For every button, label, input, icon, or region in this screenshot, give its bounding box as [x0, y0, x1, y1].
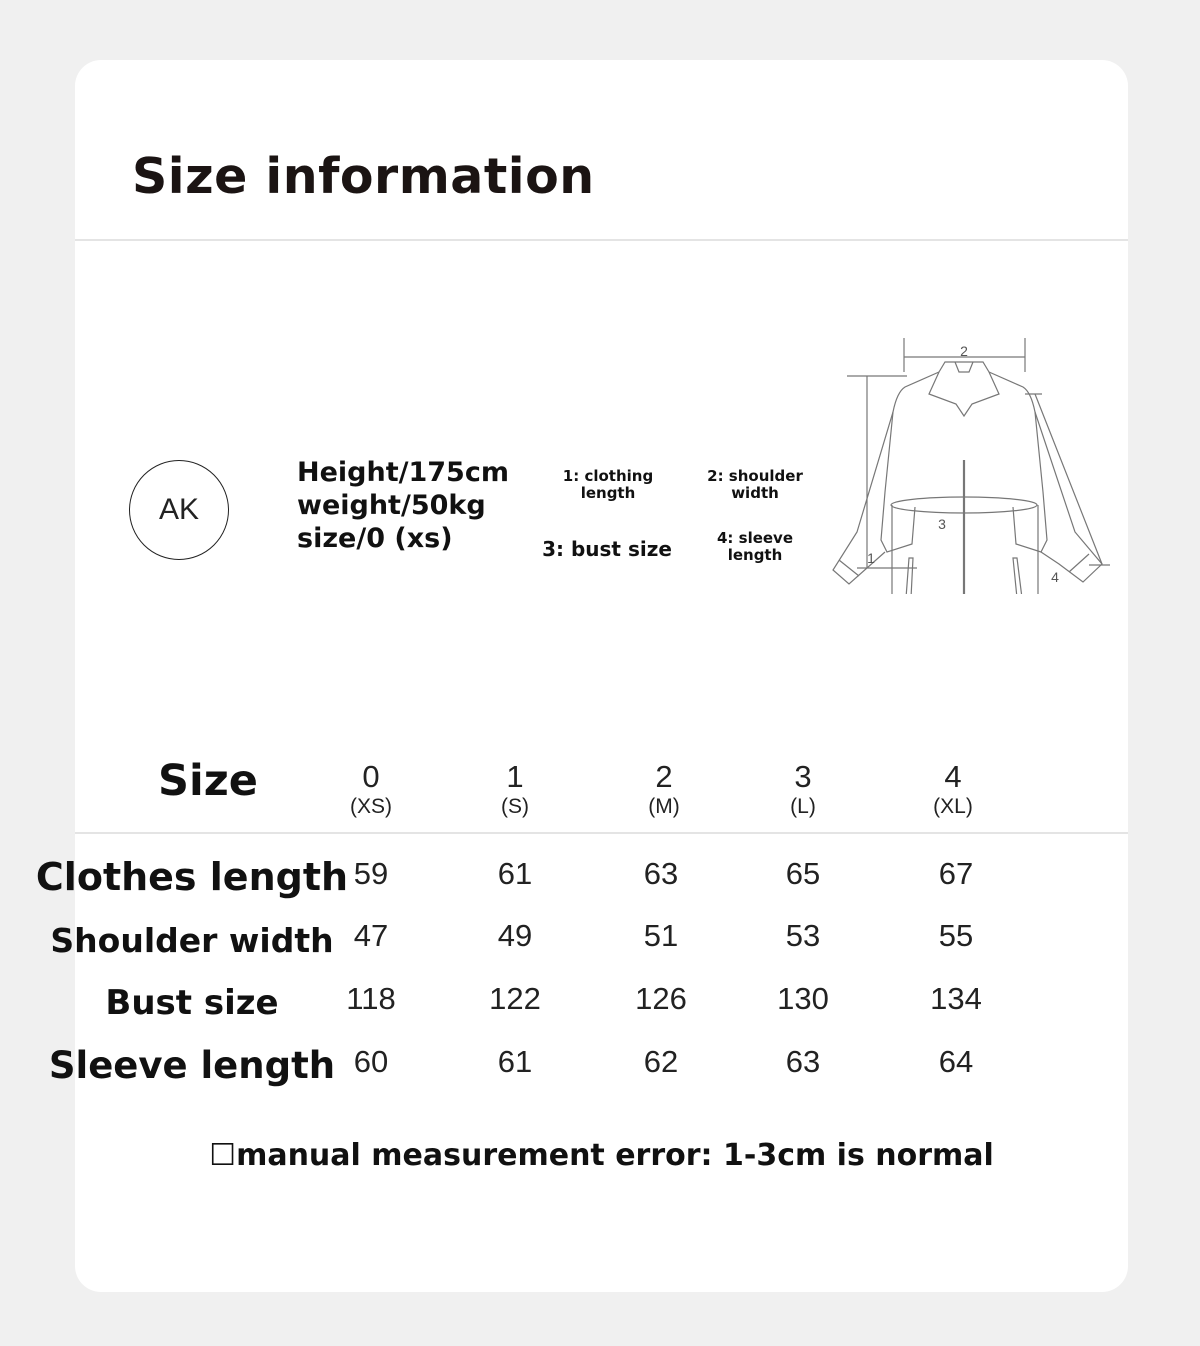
- size-info-card: [35, 60, 1128, 1292]
- avatar: [129, 460, 229, 560]
- size-column-header: [753, 760, 853, 820]
- legend-line: 3: bust size: [542, 537, 672, 561]
- table-cell: 47: [353, 918, 389, 953]
- table-cell: 67: [938, 856, 974, 891]
- diagram-label-4: 4: [1051, 569, 1059, 585]
- table-cell: 65: [785, 856, 821, 891]
- table-divider: [75, 832, 1128, 834]
- diagram-label-2: 2: [960, 343, 968, 359]
- legend-line: length: [727, 546, 783, 564]
- table-cell: 61: [497, 856, 533, 891]
- avatar-text: AK: [158, 493, 200, 526]
- size-header: Size: [158, 756, 258, 806]
- table-cell: 53: [785, 918, 821, 953]
- legend-sleeve-length: [700, 530, 810, 564]
- legend-line: width: [731, 484, 779, 502]
- table-cell: 55: [938, 918, 974, 953]
- table-cell: 64: [938, 1044, 974, 1079]
- table-cell: 122: [489, 981, 541, 1016]
- size-number: 0: [362, 759, 380, 794]
- model-weight: weight/50kg: [297, 490, 486, 521]
- model-info: [297, 456, 509, 555]
- row-label-clothes-length: Clothes length: [35, 855, 349, 899]
- model-height: Height/175cm: [297, 457, 509, 488]
- diagram-label-3: 3: [938, 516, 946, 532]
- size-number: 3: [794, 759, 812, 794]
- table-cell: 60: [353, 1044, 389, 1079]
- row-label-shoulder-width: Shoulder width: [50, 921, 334, 960]
- legend-shoulder-width: [700, 468, 810, 502]
- table-cell: 61: [497, 1044, 533, 1079]
- size-letter: (S): [501, 795, 529, 818]
- size-column-header: [903, 760, 1003, 820]
- row-label-sleeve-length: Sleeve length: [48, 1044, 336, 1087]
- legend-line: length: [580, 484, 636, 502]
- legend-line: 4: sleeve: [716, 529, 794, 547]
- page-title: Size information: [132, 148, 595, 205]
- diagram-label-1: 1: [867, 550, 875, 566]
- table-cell: 63: [643, 856, 679, 891]
- table-cell: 126: [635, 981, 687, 1016]
- size-letter: (L): [790, 795, 816, 818]
- table-cell: 63: [785, 1044, 821, 1079]
- model-size: size/0 (xs): [297, 523, 453, 554]
- size-column-header: [465, 760, 565, 820]
- size-letter: (XL): [933, 795, 973, 818]
- table-cell: 49: [497, 918, 533, 953]
- size-number: 1: [506, 759, 524, 794]
- size-number: 4: [944, 759, 962, 794]
- legend-line: 1: clothing: [562, 467, 654, 485]
- size-column-header: [321, 760, 421, 820]
- table-cell: 59: [353, 856, 389, 891]
- table-cell: 62: [643, 1044, 679, 1079]
- table-cell: 130: [777, 981, 829, 1016]
- legend-line: 2: shoulder: [707, 467, 803, 485]
- measurement-note: ☐manual measurement error: 1-3cm is normal: [209, 1138, 994, 1173]
- table-cell: 118: [346, 981, 396, 1016]
- jacket-diagram: [827, 332, 1117, 594]
- size-letter: (M): [648, 795, 680, 818]
- size-letter: (XS): [350, 795, 392, 818]
- legend-clothing-length: [553, 468, 663, 502]
- size-number: 2: [655, 759, 673, 794]
- table-cell: 51: [643, 918, 679, 953]
- row-label-bust-size: Bust size: [105, 983, 279, 1023]
- size-column-header: [614, 760, 714, 820]
- title-divider: [75, 239, 1128, 241]
- legend-bust-size: [537, 537, 677, 561]
- table-cell: 134: [930, 981, 982, 1016]
